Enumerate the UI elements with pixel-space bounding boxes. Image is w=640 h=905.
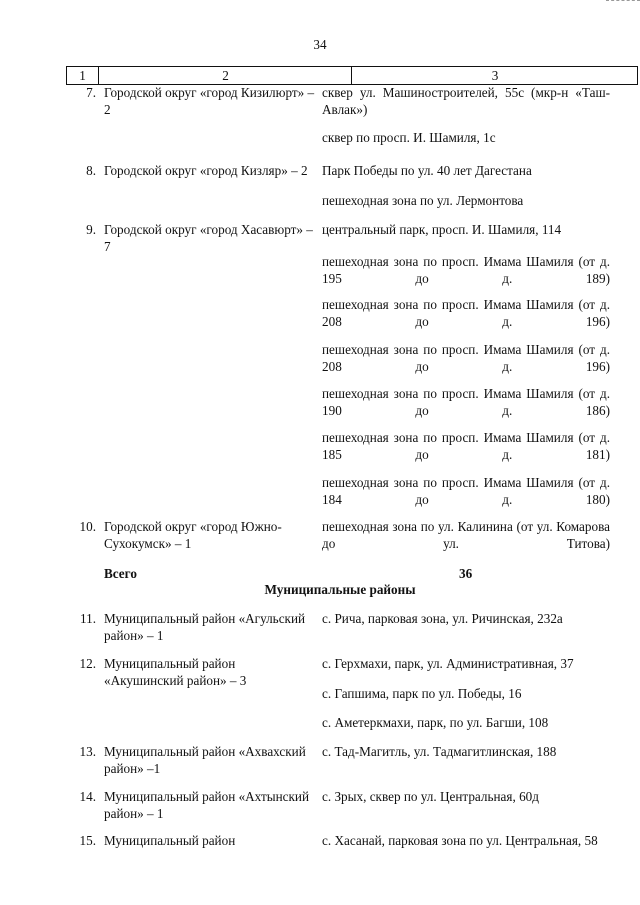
row-number: 8. — [86, 163, 96, 178]
header-col-1: 1 — [79, 68, 86, 83]
total-value: 36 — [459, 566, 473, 581]
municipality-name: Муниципальный район «Ахтынский район» – 1 — [104, 789, 310, 821]
table-header — [66, 66, 638, 85]
page-number: 34 — [313, 37, 327, 52]
section-title: Муниципальные районы — [264, 582, 416, 597]
row-number: 9. — [86, 222, 96, 237]
municipality-name: Муниципальный район «Акушинский район» – 3 — [104, 656, 247, 688]
municipality-name: Городской округ «город Хасавюрт» – 7 — [104, 222, 313, 254]
row-number: 12. — [79, 656, 96, 671]
row-number: 11. — [80, 611, 96, 626]
scan-artifact — [606, 0, 640, 2]
header-col-2: 2 — [98, 67, 352, 84]
location-entry: центральный парк, просп. И. Шамиля, 114 — [322, 222, 562, 237]
row-number: 15. — [79, 833, 96, 848]
location-entry: пешеходная зона по просп. Имама Шамиля (от д. 185 до д. 181) — [322, 430, 610, 462]
location-entry: с. Зрых, сквер по ул. Центральная, 60д — [322, 789, 539, 804]
municipality-name: Муниципальный район — [104, 833, 236, 848]
location-entry: пешеходная зона по просп. Имама Шамиля (от д. 208 до д. 196) — [322, 342, 610, 374]
location-entry: сквер ул. Машиностроителей, 55с (мкр-н «Таш-Авлак») — [322, 85, 610, 117]
location-entry: пешеходная зона по просп. Имама Шамиля (от д. 190 до д. 186) — [322, 386, 610, 418]
location-entry: пешеходная зона по просп. Имама Шамиля (от д. 195 до д. 189) — [322, 254, 610, 286]
row-number: 14. — [79, 789, 96, 804]
municipality-name: Городской округ «город Кизилюрт» – 2 — [104, 85, 315, 117]
location-entry: пешеходная зона по просп. Имама Шамиля (от д. 184 до д. 180) — [322, 475, 610, 507]
municipality-name: Муниципальный район «Ахвахский район» –1 — [104, 744, 306, 776]
header-col-3: 3 — [351, 67, 638, 84]
location-entry: с. Аметеркмахи, парк, по ул. Багши, 108 — [322, 715, 549, 730]
location-entry: с. Гапшима, парк по ул. Победы, 16 — [322, 686, 522, 701]
location-entry: с. Рича, парковая зона, ул. Ричинская, 232а — [322, 611, 563, 626]
location-entry: пешеходная зона по ул. Калинина (от ул. Комарова до ул. Титова) — [322, 519, 610, 551]
row-number: 13. — [79, 744, 96, 759]
location-entry: сквер по просп. И. Шамиля, 1с — [322, 130, 496, 145]
row-number: 10. — [79, 519, 96, 534]
location-entry: с. Хасанай, парковая зона по ул. Центральная, 58 — [322, 833, 598, 848]
municipality-name: Муниципальный район «Агульский район» – 1 — [104, 611, 306, 643]
location-entry: с. Тад-Магитль, ул. Тадмагитлинская, 188 — [322, 744, 557, 759]
location-entry: пешеходная зона по ул. Лермонтова — [322, 193, 524, 208]
location-entry: Парк Победы по ул. 40 лет Дагестана — [322, 163, 532, 178]
location-entry: пешеходная зона по просп. Имама Шамиля (от д. 208 до д. 196) — [322, 297, 610, 329]
row-number: 7. — [86, 85, 96, 100]
total-label: Всего — [104, 566, 137, 581]
municipality-name: Городской округ «город Южно-Сухокумск» – 1 — [104, 519, 282, 551]
location-entry: с. Герхмахи, парк, ул. Административная, 37 — [322, 656, 574, 671]
municipality-name: Городской округ «город Кизляр» – 2 — [104, 163, 308, 178]
